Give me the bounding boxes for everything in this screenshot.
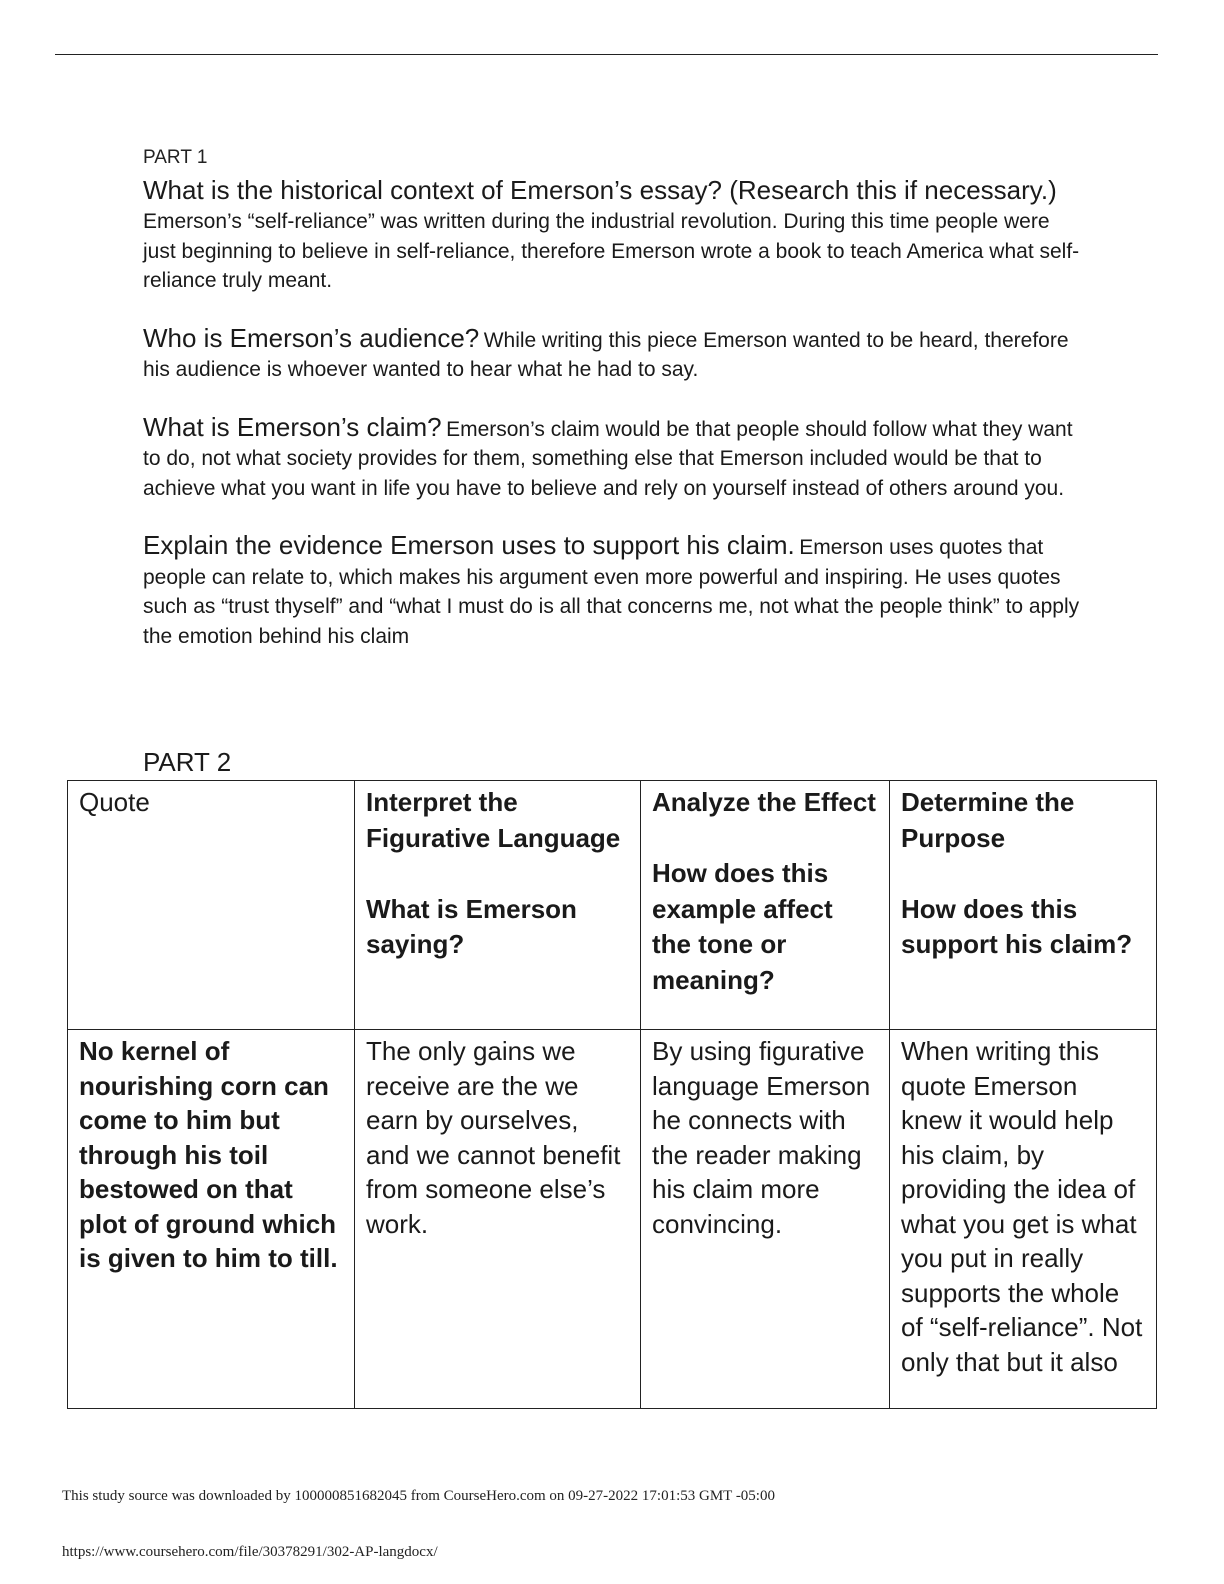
header-interpret-title: Interpret the Figurative Language: [366, 787, 621, 853]
header-quote-title: Quote: [79, 787, 150, 817]
cell-interpret: The only gains we receive are the we earn by ourselves, and we cannot benefit from someone else’s work.: [355, 1030, 641, 1409]
answer-historical-context: Emerson’s “self-reliance” was written during the industrial revolution. During this time people were just beginning to believe in self-reliance, therefore Emerson wrote a book to teach America what self-reliance truly meant.: [143, 210, 1080, 292]
header-purpose: [890, 781, 1157, 1030]
answer-audience: While writing this piece Emerson wanted to be heard, therefore his audience is whoever wanted to hear what he had to say.: [143, 328, 1069, 381]
analysis-table: [67, 780, 1157, 1409]
question-audience: Who is Emerson’s audience?: [143, 322, 480, 353]
part1-label: PART 1: [143, 147, 208, 168]
table-header-row: [68, 781, 1157, 1030]
header-interpret-subtitle: What is Emerson saying?: [366, 893, 577, 959]
question-historical-context: What is the historical context of Emerson’s essay? (Research this if necessary.): [143, 175, 1057, 205]
header-interpret: [355, 781, 641, 1030]
part2-label: PART 2: [143, 747, 232, 777]
answer-claim: Emerson’s claim would be that people should follow what they want to do, not what society provides for them, something else that Emerson included would be that to achieve what you want in life you have to believe and rely on yourself instead of others around you.: [143, 417, 1073, 500]
header-purpose-subtitle: How does this support his claim?: [901, 893, 1133, 959]
header-effect: [641, 781, 890, 1030]
qa-evidence: [143, 529, 1083, 651]
question-claim: What is Emerson’s claim?: [143, 411, 442, 442]
table-row: [68, 1030, 1157, 1409]
cell-quote: No kernel of nourishing corn can come to him but through his toil bestowed on that plot of ground which is given to him to till.: [68, 1030, 355, 1409]
qa-historical-context: [143, 174, 1083, 296]
header-purpose-title: Determine the Purpose: [901, 787, 1075, 853]
question-evidence: Explain the evidence Emerson uses to support his claim.: [143, 530, 795, 560]
header-effect-subtitle: How does this example affect the tone or meaning?: [652, 858, 833, 995]
footer-url-link[interactable]: https://www.coursehero.com/file/30378291/302-AP-langdocx/: [62, 1544, 438, 1560]
cell-purpose: When writing this quote Emerson knew it would help his claim, by providing the idea of what you get is what you put in really supports the whole of “self-reliance”. Not only that but it also: [890, 1030, 1157, 1409]
header-effect-title: Analyze the Effect: [652, 787, 876, 817]
footer-source-text: This study source was downloaded by 100000851682045 from CourseHero.com on 09-27-2022 17:01:53 GMT -05:00: [62, 1488, 775, 1504]
header-quote: [68, 781, 355, 1030]
top-rule: [55, 54, 1158, 55]
qa-audience: [143, 322, 1083, 385]
cell-effect: By using figurative language Emerson he connects with the reader making his claim more convincing.: [641, 1030, 890, 1409]
answer-evidence: Emerson uses quotes that people can relate to, which makes his argument even more powerful and inspiring. He uses quotes such as “trust thyself” and “what I must do is all that concerns me, not what the people think” to apply the emotion behind his claim: [143, 536, 1080, 648]
qa-claim: [143, 411, 1083, 504]
part1-section: [143, 146, 1083, 677]
